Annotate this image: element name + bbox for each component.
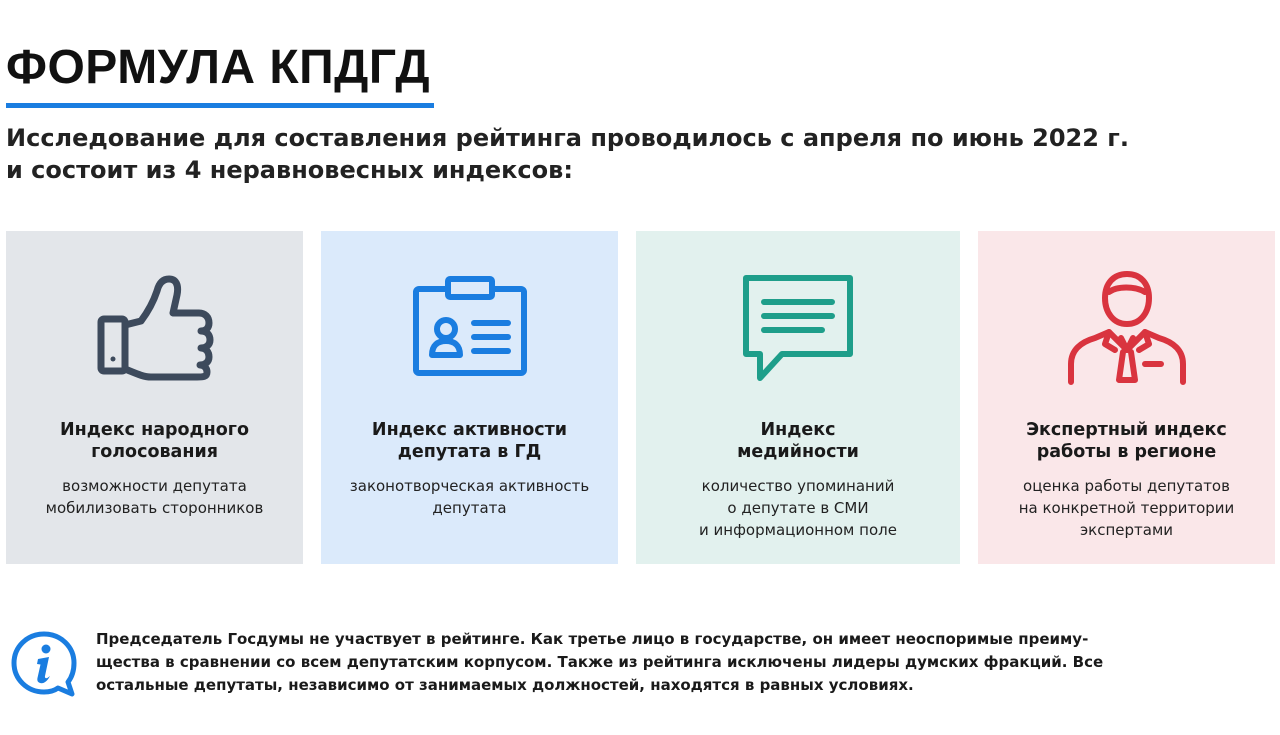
info-icon: [10, 630, 78, 698]
index-card-media: [636, 231, 960, 564]
speech-bubble-icon: [636, 263, 960, 393]
info-note: [96, 628, 1104, 697]
subtitle-line: Исследование для составления рейтинга проводилось с апреля по июнь 2022 г.: [6, 124, 1129, 152]
card-title: Индекс активности депутата в ГД: [371, 420, 568, 462]
thumbs-up-icon: [6, 263, 303, 393]
card-description: оценка работы депутатов на конкретной территории экспертами: [1018, 477, 1235, 539]
businessman-icon: [978, 263, 1275, 393]
subtitle-line: и состоит из 4 неравновесных индексов:: [6, 156, 573, 184]
card-description: возможности депутата мобилизовать сторонников: [45, 477, 264, 517]
index-card-expert: [978, 231, 1275, 564]
page-title: ФОРМУЛА КПДГД: [6, 41, 431, 94]
note-line: остальные депутаты, независимо от занимаемых должностей, находятся в равных условиях.: [96, 676, 914, 694]
card-title: Индекс медийности: [737, 420, 859, 462]
title-underline: [6, 103, 434, 108]
page-subtitle: [6, 122, 1206, 186]
index-card-activity: [321, 231, 618, 564]
card-title: Индекс народного голосования: [60, 420, 249, 462]
id-badge-icon: [321, 263, 618, 393]
index-card-popular-vote: [6, 231, 303, 564]
card-description: законотворческая активность депутата: [349, 477, 590, 517]
card-description: количество упоминаний о депутате в СМИ и информационном поле: [699, 477, 897, 539]
card-title: Экспертный индекс работы в регионе: [1026, 420, 1227, 462]
note-line: Председатель Госдумы не участвует в рейтинге. Как третье лицо в государстве, он имеет неоспоримые преиму-: [96, 630, 1089, 648]
note-line: щества в сравнении со всем депутатским корпусом. Также из рейтинга исключены лидеры думских фракций. Все: [96, 653, 1104, 671]
